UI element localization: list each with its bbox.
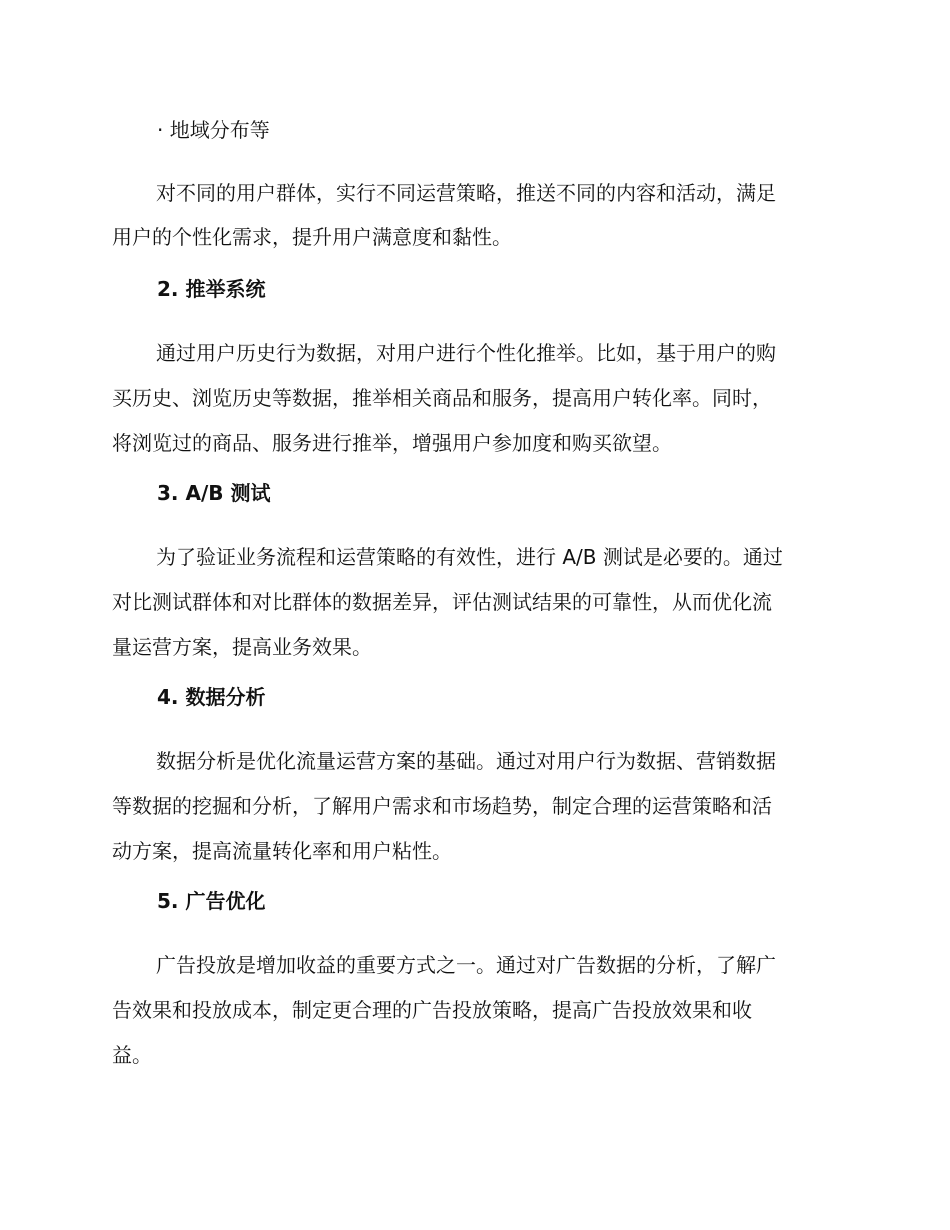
paragraph-line: 对不同的用户群体，实行不同运营策略，推送不同的内容和活动，满足	[156, 181, 776, 205]
paragraph-line: 将浏览过的商品、服务进行推举，增强用户参加度和购买欲望。	[112, 431, 672, 455]
paragraph-ab-test	[112, 535, 832, 670]
paragraph-line: 通过用户历史行为数据，对用户进行个性化推举。比如，基于用户的购	[156, 341, 776, 365]
paragraph-line: 益。	[112, 1043, 152, 1067]
paragraph-recommendation	[112, 331, 832, 466]
paragraph-line: 等数据的挖掘和分析，了解用户需求和市场趋势，制定合理的运营策略和活	[112, 794, 772, 818]
paragraph-line: 对比测试群体和对比群体的数据差异，评估测试结果的可靠性，从而优化流	[112, 590, 772, 614]
section-heading-recommendation: 2. 推举系统	[157, 277, 266, 301]
paragraph-line: 广告投放是增加收益的重要方式之一。通过对广告数据的分析，了解广	[156, 953, 776, 977]
paragraph-line: 用户的个性化需求，提升用户满意度和黏性。	[112, 225, 512, 249]
paragraph-user-groups	[112, 171, 832, 259]
paragraph-line: 为了验证业务流程和运营策略的有效性，进行 A/B 测试是必要的。通过	[156, 545, 783, 569]
paragraph-line: 买历史、浏览历史等数据，推举相关商品和服务，提高用户转化率。同时，	[112, 386, 772, 410]
section-heading-data-analysis: 4. 数据分析	[157, 685, 266, 709]
paragraph-ad-optimization	[112, 943, 832, 1078]
paragraph-line: 量运营方案，提高业务效果。	[112, 635, 372, 659]
section-heading-ad-optimization: 5. 广告优化	[157, 889, 266, 913]
paragraph-data-analysis	[112, 739, 832, 874]
bullet-item-region: · 地域分布等	[157, 118, 270, 142]
paragraph-line: 数据分析是优化流量运营方案的基础。通过对用户行为数据、营销数据	[156, 749, 776, 773]
paragraph-line: 告效果和投放成本，制定更合理的广告投放策略，提高广告投放效果和收	[112, 998, 752, 1022]
section-heading-ab-test: 3. A/B 测试	[157, 481, 271, 505]
paragraph-line: 动方案，提高流量转化率和用户粘性。	[112, 839, 452, 863]
